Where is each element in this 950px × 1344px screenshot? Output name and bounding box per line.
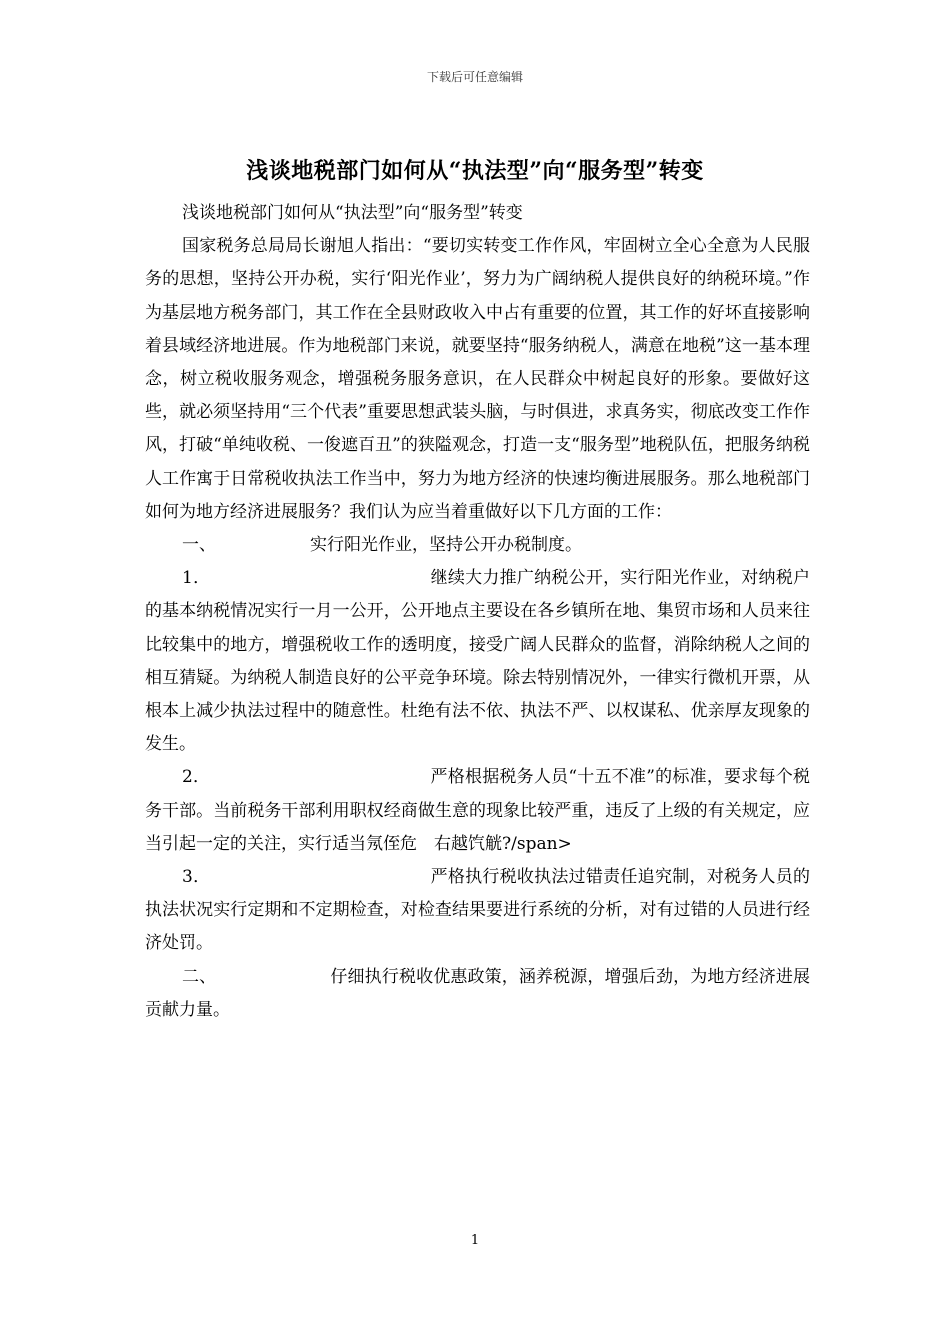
header-note: 下载后可任意编辑: [426, 70, 523, 84]
section-marker: 二、: [182, 966, 217, 987]
list-item-1: [145, 562, 810, 761]
section-heading-text: 仔细执行税收优惠政策，涵养税源，增强后劲，为地方经济进展贡献力量。: [145, 966, 811, 1020]
item-text: 严格根据税务人员“十五不准”的标准，要求每个税务干部。当前税务干部利用职权经商做生意的现象比较严重，违反了上级的有关规定，应当引起一定的关注，实行适当氖侄危 右越饩觥?/span>: [145, 767, 810, 854]
document-title: 浅谈地税部门如何从“执法型”向“服务型”转变: [246, 158, 704, 184]
section-heading-text: 实行阳光作业，坚持公开办税制度。: [310, 535, 582, 556]
item-marker: 1．: [182, 568, 211, 589]
page-number: 1: [470, 1233, 480, 1248]
item-marker: 3．: [182, 867, 211, 888]
section-heading-2: [145, 961, 810, 1027]
list-item-3: [145, 861, 810, 961]
intro-paragraph: 国家税务总局局长谢旭人指出：“要切实转变工作作风，牢固树立全心全意为人民服务的思想，坚持公开办税，实行‘阳光作业’，努力为广阔纳税人提供良好的纳税环境。”作为基层地方税务部门，其工作在全县财政收入中占有重要的位置，其工作的好坏直接影响着县域经济地进展。作为地税部门来说，就要坚持“服务纳税人，满意在地税”这一基本理念，树立税收服务观念，增强税务服务意识，在人民群众中树起良好的形象。要做好这些，就必须坚持用“三个代表”重要思想武装头脑，与时俱进，求真务实，彻底改变工作作风，打破“单纯收税、一俊遮百丑”的狭隘观念，打造一支“服务型”地税队伍，把服务纳税人工作寓于日常税收执法工作当中，努力为地方经济的快速均衡进展服务。那么地税部门如何为地方经济进展服务？我们认为应当着重做好以下几方面的工作：: [145, 236, 810, 522]
section-marker: 一、: [182, 535, 216, 556]
item-text: 继续大力推广纳税公开，实行阳光作业，对纳税户的基本纳税情况实行一月一公开，公开地点主要设在各乡镇所在地、集贸市场和人员来往比较集中的地方，增强税收工作的透明度，接受广阔人民群众的监督，消除纳税人之间的相互猜疑。为纳税人制造良好的公平竞争环境。除去特别情况外，一律实行微机开票，从根本上减少执法过程中的随意性。杜绝有法不依、执法不严、以权谋私、优亲厚友现象的发生。: [145, 568, 811, 755]
section-heading-1: [145, 529, 810, 562]
item-marker: 2．: [182, 767, 211, 788]
document-body: [145, 197, 810, 1027]
list-item-2: [145, 761, 810, 861]
subtitle-paragraph: 浅谈地税部门如何从“执法型”向“服务型”转变: [182, 203, 523, 223]
item-text: 严格执行税收执法过错责任追究制，对税务人员的执法状况实行定期和不定期检查，对检查结果要进行系统的分析，对有过错的人员进行经济处罚。: [145, 867, 811, 954]
